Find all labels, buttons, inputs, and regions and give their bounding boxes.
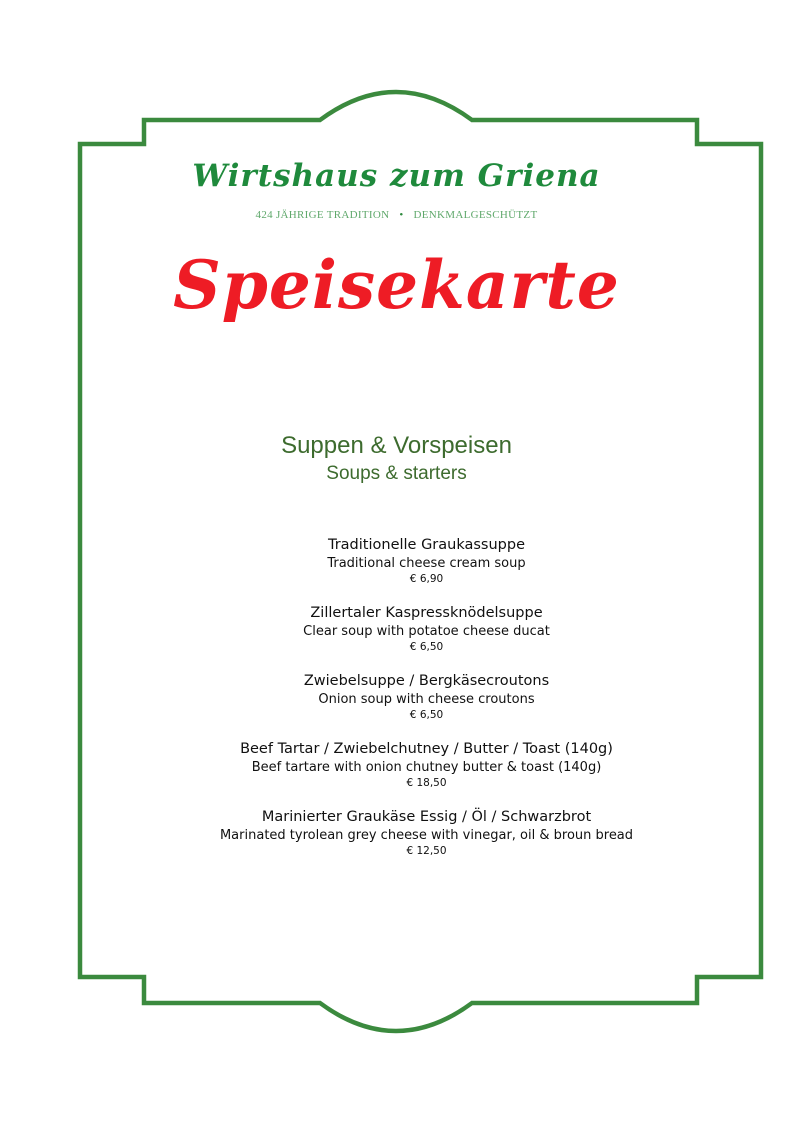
tagline (0, 209, 793, 221)
section-heading: Suppen & Vorspeisen (281, 432, 512, 459)
menu-item-english: Marinated tyrolean grey cheese with vinegar, oil & broun bread (219, 828, 634, 843)
tagline-separator: • (399, 209, 404, 221)
menu-item-english: Clear soup with potatoe cheese ducat (303, 624, 550, 639)
menu-item (0, 740, 793, 791)
menu-item (0, 808, 793, 859)
menu-item-price: € 18,50 (406, 777, 447, 789)
menu-item-english: Traditional cheese cream soup (327, 556, 526, 571)
menu-items-list (0, 536, 793, 876)
menu-item-name: Zwiebelsuppe / Bergkäsecroutons (303, 673, 550, 689)
menu-item (0, 672, 793, 723)
menu-item-price: € 6,50 (409, 641, 444, 653)
menu-title: Speisekarte (173, 246, 620, 324)
section-subheading: Soups & starters (326, 463, 467, 484)
menu-item (0, 536, 793, 587)
menu-item-price: € 6,50 (409, 709, 444, 721)
menu-item-price: € 6,90 (409, 573, 444, 585)
tagline-tradition: 424 JÄHRIGE TRADITION (255, 209, 390, 221)
menu-item-name: Marinierter Graukäse Essig / Öl / Schwarzbrot (261, 809, 592, 825)
menu-item-name: Traditionelle Graukassuppe (327, 537, 526, 553)
menu-item-english: Onion soup with cheese croutons (318, 692, 535, 707)
restaurant-name: Wirtshaus zum Griena (192, 158, 601, 194)
tagline-listed-building: DENKMALGESCHÜTZT (413, 209, 538, 221)
menu-item-english: Beef tartare with onion chutney butter & toast (140g) (251, 760, 602, 775)
menu-item-name: Zillertaler Kaspressknödelsuppe (310, 605, 543, 621)
menu-item-price: € 12,50 (406, 845, 447, 857)
menu-item-name: Beef Tartar / Zwiebelchutney / Butter / Toast (140g) (240, 741, 613, 757)
menu-item (0, 604, 793, 655)
